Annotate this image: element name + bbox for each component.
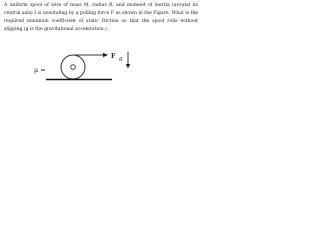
spool-outer-circle bbox=[61, 55, 85, 79]
force-arrow-head bbox=[103, 53, 108, 57]
force-label: F bbox=[111, 53, 116, 60]
spool-figure bbox=[0, 0, 200, 85]
friction-label: μ = bbox=[34, 66, 46, 74]
spool-inner-circle bbox=[71, 65, 76, 70]
gravity-arrow-head bbox=[126, 64, 130, 69]
gravity-label: g bbox=[119, 56, 123, 62]
problem-text: A uniform spool of wire of mass M, radius R, and moment of inertia (around its central axis) I is unwinding by a pulling force F as shown in the Figure. What is the required minimum coefficient of static friction so that the spool rolls without slipping (g is the gravitational acceleration.). bbox=[4, 3, 198, 32]
